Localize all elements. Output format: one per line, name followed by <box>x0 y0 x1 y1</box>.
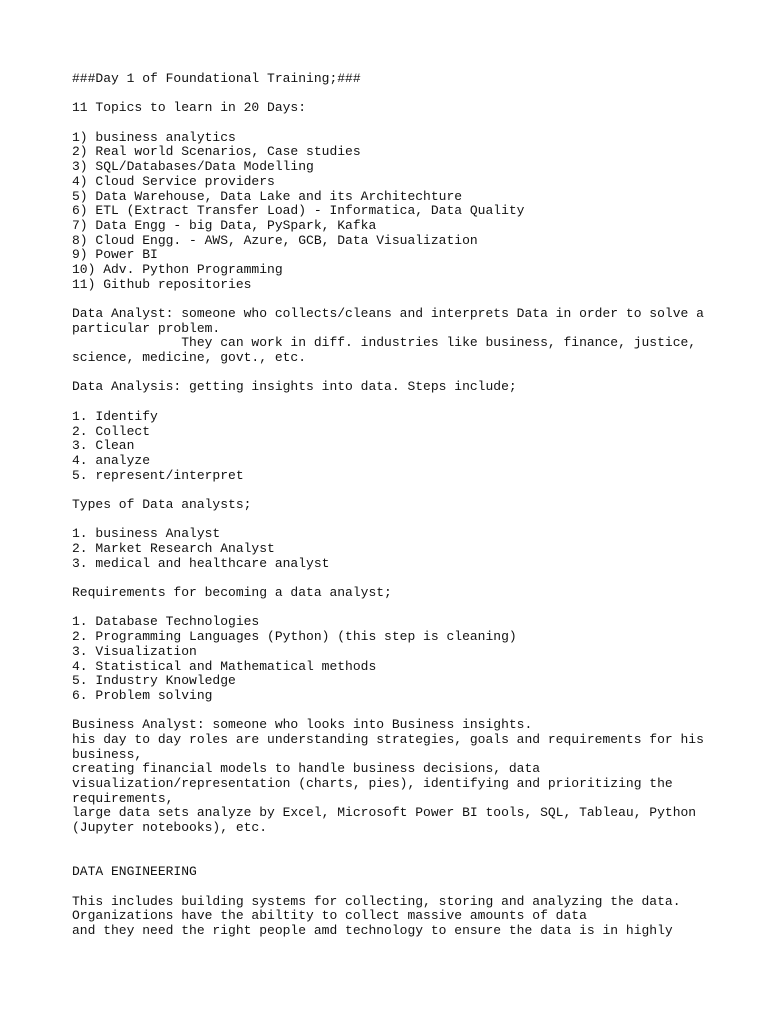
blank-line <box>72 366 712 381</box>
text-line: 9) Power BI <box>72 247 158 263</box>
text-line: creating financial models to handle business decisions, data <box>72 761 541 777</box>
text-line: 7) Data Engg - big Data, PySpark, Kafka <box>72 217 377 233</box>
text-line: large data sets analyze by Excel, Microsoft Power BI tools, SQL, Tableau, Python <box>72 805 697 821</box>
text-line: 11 Topics to learn in 20 Days: <box>72 100 307 116</box>
text-line: 3. medical and healthcare analyst <box>72 555 330 571</box>
text-line: 5. represent/interpret <box>72 467 244 483</box>
text-line: DATA ENGINEERING <box>72 864 197 880</box>
text-line: Data Analysis: getting insights into data. Steps include; <box>72 379 517 395</box>
text-line: science, medicine, govt., etc. <box>72 350 307 366</box>
text-line: 1. business Analyst <box>72 526 221 542</box>
text-line: 10) Adv. Python Programming <box>72 261 283 277</box>
text-line: particular problem. <box>72 320 221 336</box>
text-line: Requirements for becoming a data analyst; <box>72 585 392 601</box>
blank-line <box>72 571 712 586</box>
text-line: 3. Visualization <box>72 643 197 659</box>
text-line: and they need the right people amd technology to ensure the data is in highly <box>72 922 673 938</box>
text-line: 2. Collect <box>72 423 151 439</box>
blank-line <box>72 395 712 410</box>
text-line: 4) Cloud Service providers <box>72 173 275 189</box>
document-page <box>72 72 712 939</box>
text-line: his day to day roles are understanding strategies, goals and requirements for his <box>72 731 704 747</box>
text-line: 3. Clean <box>72 438 135 454</box>
blank-line <box>72 601 712 616</box>
blank-line <box>72 87 712 102</box>
blank-line <box>72 292 712 307</box>
text-line: 6) ETL (Extract Transfer Load) - Informatica, Data Quality <box>72 203 525 219</box>
text-line: business, <box>72 746 143 762</box>
text-line: visualization/representation (charts, pies), identifying and prioritizing the <box>72 776 673 791</box>
text-line: 2. Market Research Analyst <box>72 541 275 556</box>
text-line: 1. Database Technologies <box>72 614 260 630</box>
text-line: 11) Github repositories <box>72 276 252 292</box>
text-line: 1. Identify <box>72 408 158 424</box>
text-line: 2. Programming Languages (Python) (this step is cleaning) <box>72 629 517 645</box>
blank-line <box>72 483 712 498</box>
text-line: Organizations have the abiltity to collect massive amounts of data <box>72 908 587 924</box>
text-line: 5) Data Warehouse, Data Lake and its Architechture <box>72 188 463 204</box>
text-line: 2) Real world Scenarios, Case studies <box>72 144 361 160</box>
text-line: 5. Industry Knowledge <box>72 673 236 689</box>
text-line: 6. Problem solving <box>72 687 213 703</box>
blank-line <box>72 880 712 895</box>
blank-line <box>72 704 712 719</box>
blank-line <box>72 513 712 528</box>
blank-line <box>72 836 712 851</box>
text-line: requirements, <box>72 790 174 806</box>
text-line: Data Analyst: someone who collects/cleans and interprets Data in order to solve a <box>72 306 704 321</box>
text-line: 4. analyze <box>72 452 151 468</box>
text-line: ###Day 1 of Foundational Training;### <box>72 71 361 86</box>
text-line: This includes building systems for collecting, storing and analyzing the data. <box>72 893 681 909</box>
text-line: 4. Statistical and Mathematical methods <box>72 658 377 674</box>
blank-line <box>72 116 712 131</box>
text-line: Types of Data analysts; <box>72 496 252 512</box>
text-line: 8) Cloud Engg. - AWS, Azure, GCB, Data Visualization <box>72 232 478 248</box>
text-line: (Jupyter notebooks), etc. <box>72 820 268 836</box>
text-line: Business Analyst: someone who looks into Business insights. <box>72 717 533 733</box>
blank-line <box>72 850 712 865</box>
text-line: 1) business analytics <box>72 129 236 145</box>
text-line: 3) SQL/Databases/Data Modelling <box>72 159 314 175</box>
text-line: They can work in diff. industries like business, finance, justice, <box>72 335 697 351</box>
